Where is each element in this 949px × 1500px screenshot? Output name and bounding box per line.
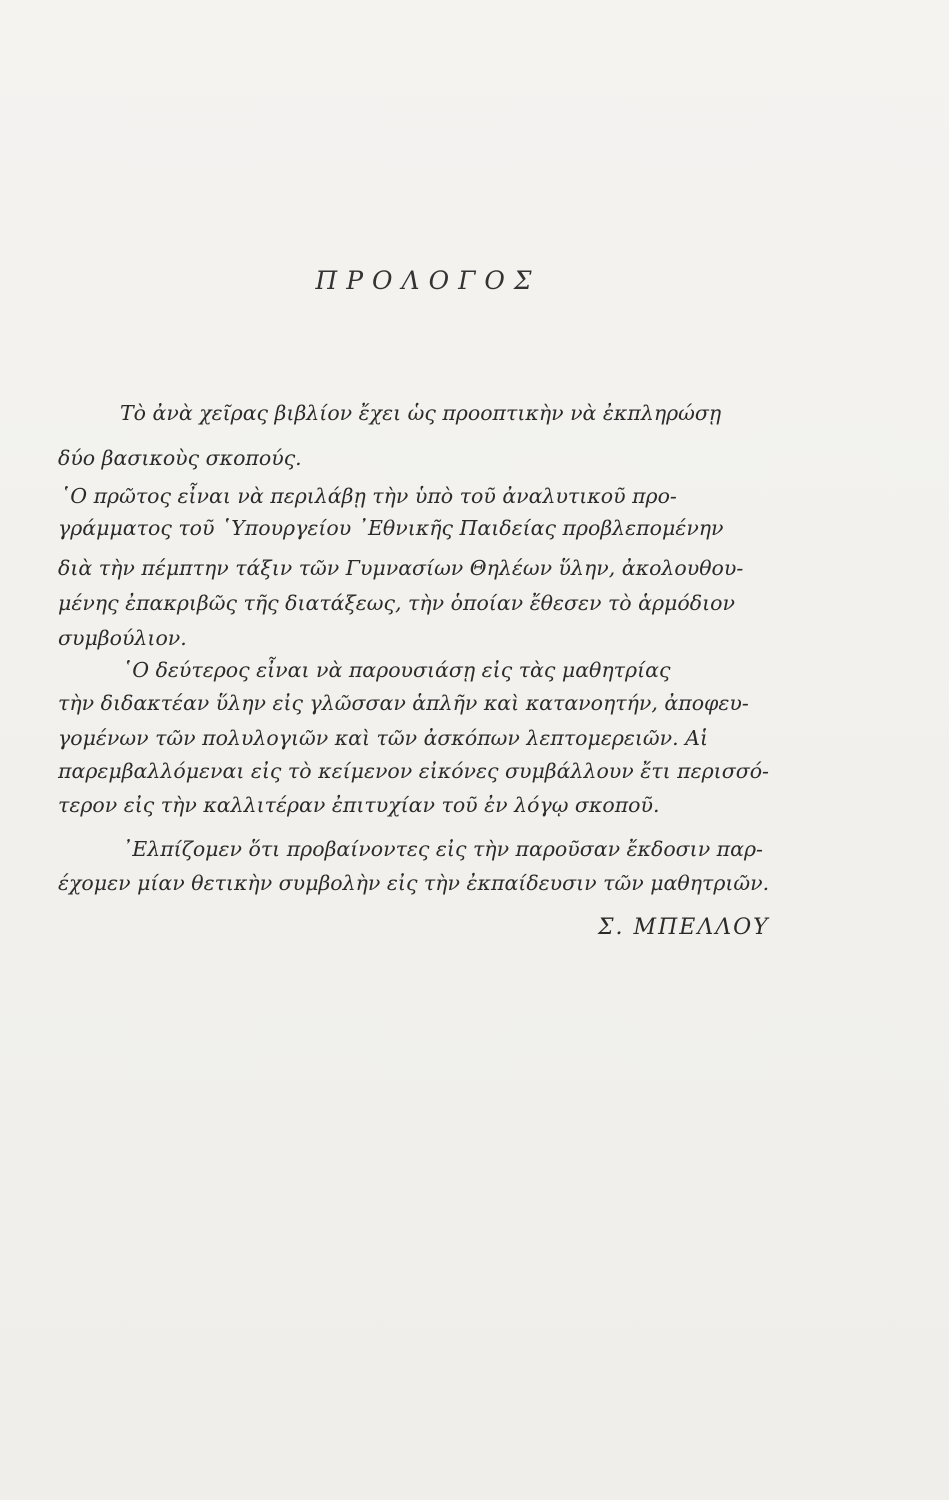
text-line: μένης ἐπακριβῶς τῆς διατάξεως, τὴν ὁποίαν ἔθεσεν τὸ ἁρμόδιον [58, 591, 735, 615]
text-line: δύο βασικοὺς σκοπούς. [58, 446, 302, 470]
text-line: παρεμβαλλόμεναι εἰς τὸ κείμενον εἰκόνες συμβάλλουν ἔτι περισσό- [58, 759, 769, 783]
text-line: γομένων τῶν πολυλογιῶν καὶ τῶν ἀσκόπων λεπτομερειῶν. Αἱ [58, 726, 708, 750]
text-line: τερον εἰς τὴν καλλιτέραν ἐπιτυχίαν τοῦ ἐν λόγῳ σκοποῦ. [58, 793, 660, 817]
text-line: ῾Ο δεύτερος εἶναι νὰ παρουσιάσῃ εἰς τὰς μαθητρίας [122, 658, 671, 682]
text-line: συμβούλιον. [58, 626, 187, 650]
text-line: διὰ τὴν πέμπτην τάξιν τῶν Γυμνασίων Θηλέων ὕλην, ἀκολουθου- [58, 556, 744, 580]
text-line: γράμματος τοῦ ῾Υπουργείου ᾿Εθνικῆς Παιδείας προβλεπομένην [58, 516, 724, 540]
author-signature: Σ. ΜΠΕΛΛΟΥ [598, 915, 770, 940]
text-line: έχομεν μίαν θετικὴν συμβολὴν εἰς τὴν ἐκπαίδευσιν τῶν μαθητριῶν. [58, 871, 770, 895]
text-line: Τὸ ἀνὰ χεῖρας βιβλίον ἔχει ὡς προοπτικὴν νὰ ἐκπληρώσῃ [120, 401, 722, 425]
text-line: τὴν διδακτέαν ὕλην εἰς γλῶσσαν ἁπλῆν καὶ κατανοητήν, ἀποφευ- [58, 691, 749, 715]
text-line: ῾Ο πρῶτος εἶναι νὰ περιλάβῃ τὴν ὑπὸ τοῦ ἀναλυτικοῦ προ- [60, 484, 677, 508]
text-line: ᾿Ελπίζομεν ὅτι προβαίνοντες εἰς τὴν παροῦσαν ἔκδοσιν παρ- [122, 837, 763, 861]
page-title: ΠΡΟΛΟΓΟΣ [315, 266, 541, 295]
